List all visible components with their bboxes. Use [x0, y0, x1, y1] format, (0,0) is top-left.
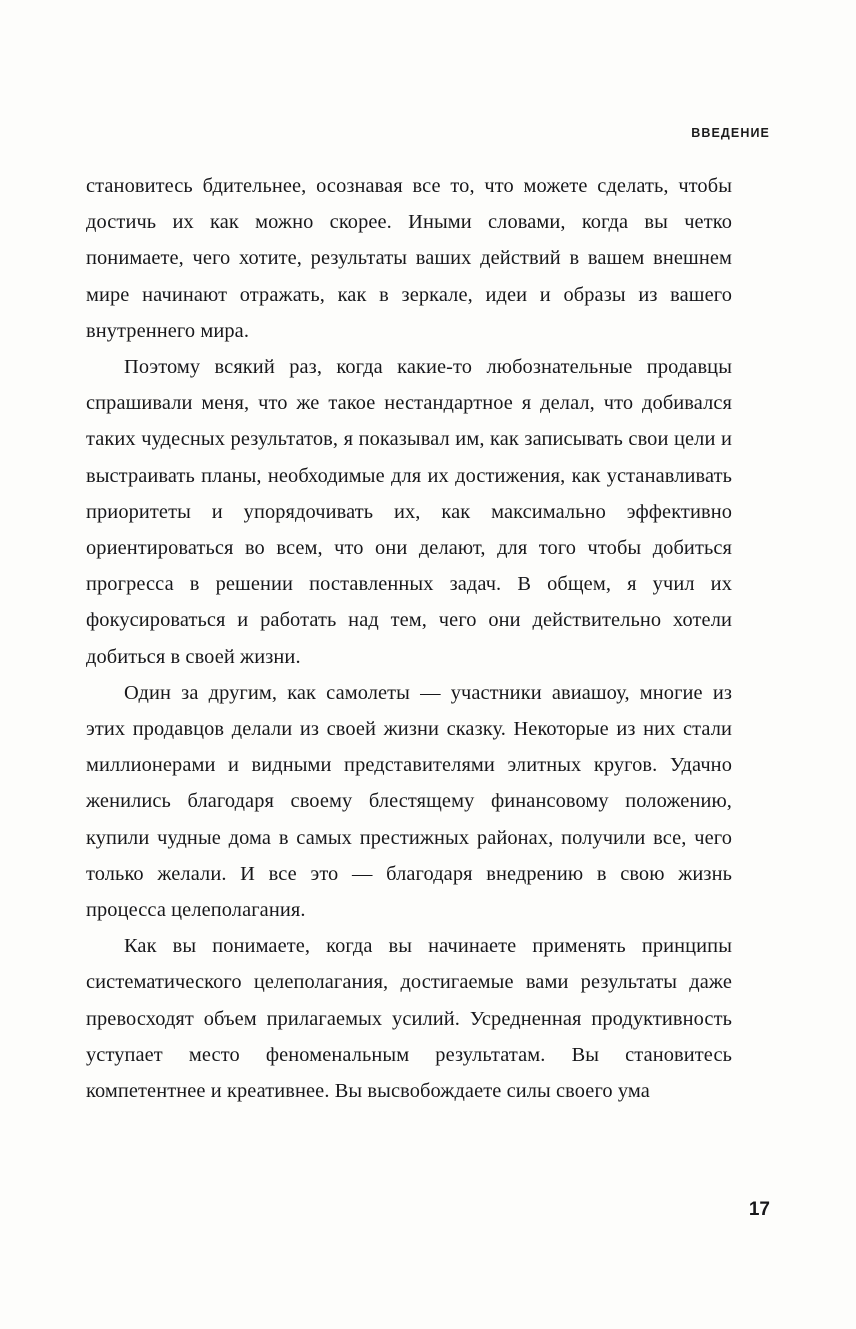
- running-head: ВВЕДЕНИЕ: [691, 126, 770, 140]
- page-number: 17: [748, 1199, 770, 1220]
- paragraph: Поэтому всякий раз, когда какие-то любознательные продавцы спрашивали меня, что же такое нестандартное я делал, что добивался таких чудесных результатов, я показывал им, как записывать свои цели и выстраивать планы, необходимые для их достижения, как устанавливать приоритеты и упорядочивать их, как максимально эффективно ориентироваться во всем, что они делают, для того чтобы добиться прогресса в решении поставленных задач. В общем, я учил их фокусироваться и работать над тем, чего они действительно хотели добиться в своей жизни.: [86, 356, 732, 668]
- paragraph: Один за другим, как самолеты — участники авиашоу, многие из этих продавцов делали из своей жизни сказку. Некоторые из них стали миллионерами и видными представителями элитных кругов. Удачно женились благодаря своему блестящему финансовому положению, купили чудные дома в самых престижных районах, получили все, чего только желали. И все это — благодаря внедрению в свою жизнь процесса целеполагания.: [86, 681, 732, 922]
- paragraph: становитесь бдительнее, осознавая все то, что можете сделать, чтобы достичь их как можно скорее. Иными словами, когда вы четко понимаете, чего хотите, результаты ваших действий в вашем внешнем мире начинают отражать, как в зеркале, идеи и образы из вашего внутреннего мира.: [86, 175, 732, 342]
- paragraph: Как вы понимаете, когда вы начинаете применять принципы систематического целеполагания, достигаемые вами результаты даже превосходят объем прилагаемых усилий. Усредненная продуктивность уступает место феноменальным результатам. Вы становитесь компетентнее и креативнее. Вы высвобождаете силы своего ума: [86, 935, 732, 1103]
- body-text-column: [86, 168, 732, 1109]
